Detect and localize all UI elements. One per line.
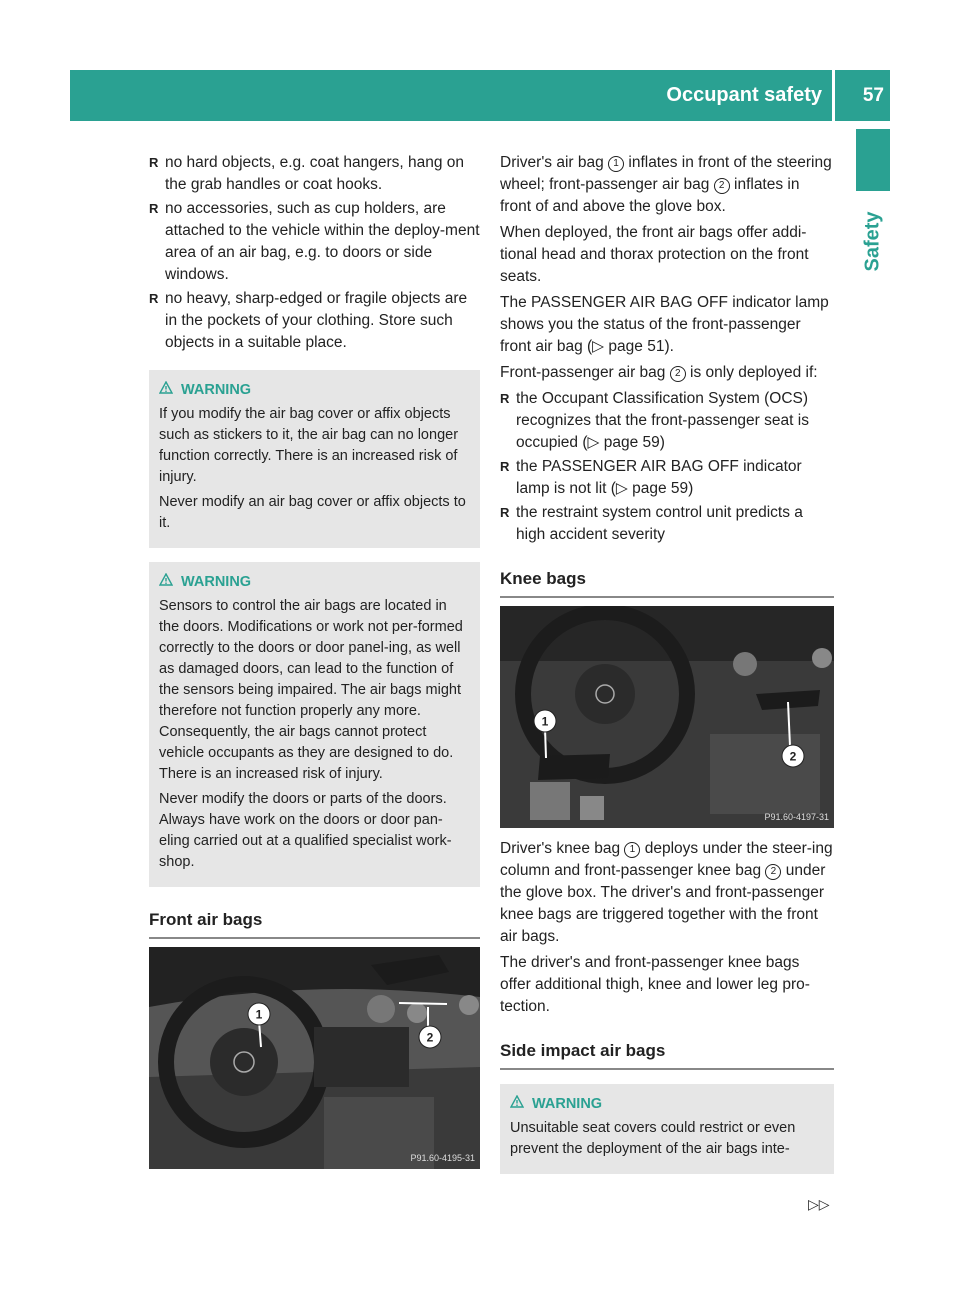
paragraph: When deployed, the front air bags offer addi-tional head and thorax protection on the front seats. — [500, 224, 809, 285]
list-item: R no hard objects, e.g. coat hangers, hang on the grab handles or coat hooks. — [149, 152, 480, 196]
callout-ref-2: 2 — [765, 864, 781, 880]
warning-box — [500, 1084, 834, 1174]
warning-text: Unsuitable seat covers could restrict or even prevent the deployment of the air bags inte- — [510, 1120, 796, 1157]
warning-heading — [159, 572, 470, 593]
warning-box — [149, 370, 480, 548]
callout-1: 1 — [255, 1007, 263, 1022]
warning-title: WARNING — [181, 574, 252, 590]
page-number: 57 — [862, 85, 884, 106]
front-air-bags-photo — [149, 947, 480, 1169]
text-run: deploys under the steer-ing column and front-passenger knee bag — [500, 840, 833, 879]
paragraph: The PASSENGER AIR BAG OFF indicator lamp shows you the status of the front-passenger front air bag (▷ page 51). — [500, 294, 829, 355]
text-run: inflates in front of the steering wheel; front-passenger air bag — [500, 154, 832, 193]
warning-text: Sensors to control the air bags are located in the doors. Modifications or work not per-formed correctly to the doors or door panel-ing, as well as damaged doors, can lead to the function of the sensors being impaired. The air bags might therefore not function properly any more. Consequently, the air bags cannot protect vehicle occupants as they are designed to do. There is an increased risk of injury. — [159, 598, 463, 782]
header-divider — [832, 70, 835, 121]
section-heading-side-impact-air-bags: Side impact air bags — [500, 1040, 834, 1070]
knee-bags-photo — [500, 606, 834, 828]
text-run: inflates in front of and above the glove box. — [500, 176, 800, 215]
side-tab-marker — [856, 129, 890, 191]
text-run: Driver's air bag — [500, 154, 604, 171]
text-run: Front-passenger air bag — [500, 364, 666, 381]
callout-2: 2 — [426, 1030, 434, 1045]
side-section-label: Safety — [861, 211, 884, 272]
photo-code: P91.60-4195-31 — [410, 1153, 475, 1163]
callout-2: 2 — [789, 749, 797, 764]
continue-mark: ▷▷ — [808, 1196, 830, 1212]
warning-title: WARNING — [532, 1096, 603, 1112]
photo-code: P91.60-4197-31 — [764, 812, 829, 822]
bullet-list — [149, 152, 480, 354]
paragraph — [500, 362, 834, 384]
callout-ref-1: 1 — [608, 156, 624, 172]
warning-box — [149, 562, 480, 887]
paragraph — [500, 838, 834, 948]
warning-triangle-icon — [159, 572, 173, 593]
warning-heading — [510, 1094, 824, 1115]
chapter-title: Occupant safety — [666, 84, 822, 106]
paragraph: The driver's and front-passenger knee bags offer additional thigh, knee and lower leg pro-tection. — [500, 954, 810, 1015]
callout-ref-2: 2 — [714, 178, 730, 194]
callout-ref-2: 2 — [670, 366, 686, 382]
callout-1: 1 — [541, 714, 549, 729]
paragraph — [500, 152, 834, 218]
header-bar — [70, 70, 890, 121]
left-column — [149, 152, 480, 1169]
text-run: under the glove box. The driver's and front-passenger knee bags are triggered together with the front air bags. — [500, 862, 826, 945]
warning-heading — [159, 380, 470, 401]
section-heading-knee-bags: Knee bags — [500, 568, 834, 598]
warning-text: Never modify the doors or parts of the doors. Always have work on the doors or door pan-eling carried out at a qualified specialist work-shop. — [159, 791, 452, 870]
bullet-list — [500, 388, 834, 546]
section-heading-front-air-bags: Front air bags — [149, 909, 480, 939]
list-item: R the restraint system control unit predicts a high accident severity — [500, 502, 834, 546]
list-item: R no accessories, such as cup holders, are attached to the vehicle within the deploy-ment area of an air bag, e.g. to doors or side windows. — [149, 198, 480, 286]
text-run: is only deployed if: — [690, 364, 818, 381]
right-column — [500, 152, 834, 1182]
callout-ref-1: 1 — [624, 842, 640, 858]
warning-text: If you modify the air bag cover or affix objects such as stickers to it, the air bag can no longer function correctly. There is an increased risk of injury. — [159, 406, 459, 485]
list-item: R the Occupant Classification System (OCS) recognizes that the front-passenger seat is occupied (▷ page 59) — [500, 388, 834, 454]
warning-triangle-icon — [510, 1094, 524, 1115]
text-run: Driver's knee bag — [500, 840, 621, 857]
warning-title: WARNING — [181, 382, 252, 398]
list-item: R the PASSENGER AIR BAG OFF indicator lamp is not lit (▷ page 59) — [500, 456, 834, 500]
warning-text: Never modify an air bag cover or affix objects to it. — [159, 494, 466, 531]
list-item: R no heavy, sharp-edged or fragile objects are in the pockets of your clothing. Store such objects in a suitable place. — [149, 288, 480, 354]
warning-triangle-icon — [159, 380, 173, 401]
